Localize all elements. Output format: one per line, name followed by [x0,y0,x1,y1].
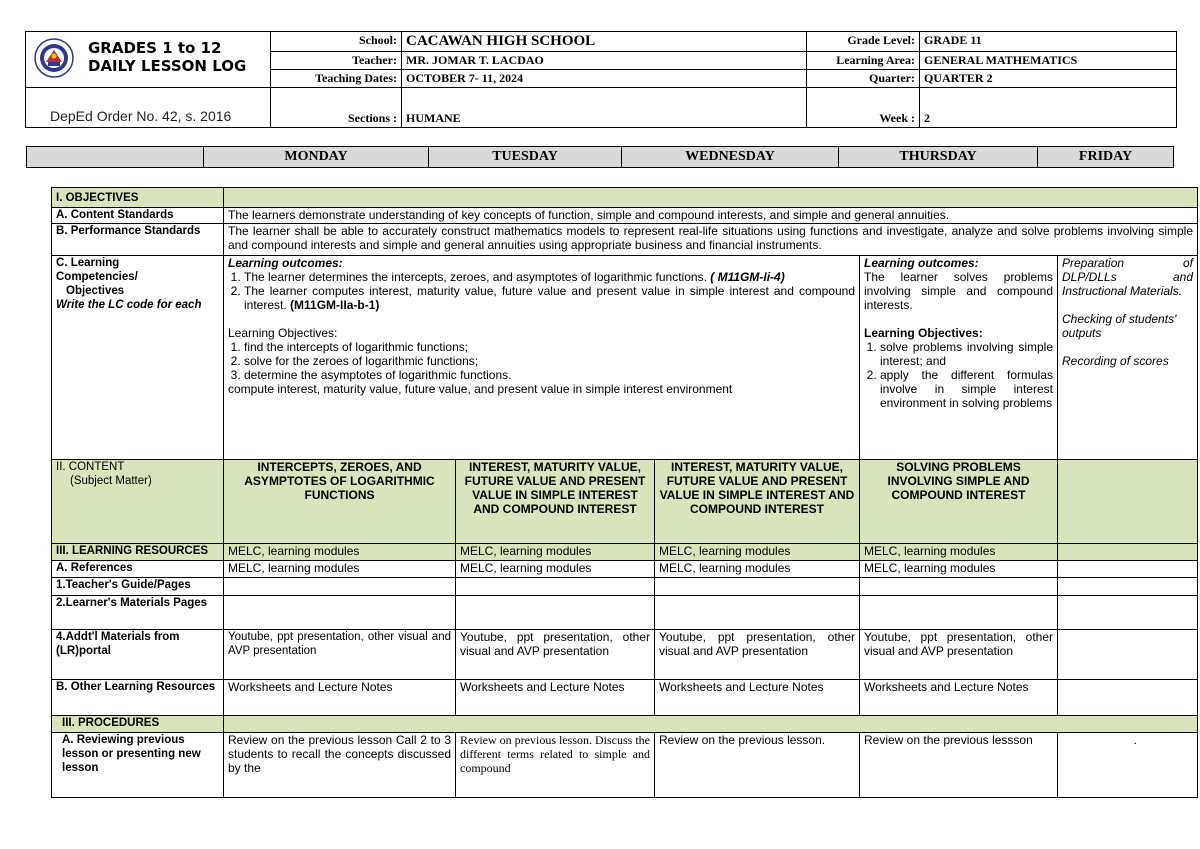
lo2-code: (M11GM-IIa-b-1) [290,298,380,312]
addtl-fri [1058,630,1198,680]
fri-competencies [1058,256,1198,460]
quarter-value: QUARTER 2 [920,70,1177,88]
lobj-item-1: 1. find the intercepts of logarithmic functions; [244,340,855,354]
lobj-item-4: compute interest, maturity value, future value, and present value in simple interest environment [228,382,733,396]
references-fri [1058,561,1198,578]
review-wednesday: Review on the previous lesson. [655,733,860,798]
procedures-fill [224,716,1198,733]
references-mon: MELC, learning modules [224,561,456,578]
mon-wed-competencies [224,256,860,460]
school-value: CACAWAN HIGH SCHOOL [402,32,807,52]
objectives-fill [224,188,1198,208]
other-resources-label: B. Other Learning Resources [52,680,224,716]
fri-item-2: Checking of students' outputs [1062,312,1177,340]
lesson-log-header [25,31,1177,128]
deped-seal-icon [34,38,74,78]
objectives-label: I. OBJECTIVES [52,188,224,208]
references-label: A. References [52,561,224,578]
thu-lo: The learner solves problems involving simple and compound interests. [864,270,1053,312]
resources-label: III. LEARNING RESOURCES [52,544,224,561]
teacher-label: Teacher: [271,52,402,70]
content-label-1: II. CONTENT [56,461,125,473]
content-wednesday: INTEREST, MATURITY VALUE, FUTURE VALUE AND PRESENT VALUE IN SIMPLE INTEREST AND COMPOUND INTEREST [655,460,860,544]
school-label: School: [271,32,402,52]
lobj-item-3: 3. determine the asymptotes of logarithmic functions. [244,368,855,382]
fri-item-3: Recording of scores [1062,354,1169,368]
lobj-heading: Learning Objectives: [228,326,338,340]
competencies-label [52,256,224,460]
content-thursday: SOLVING PROBLEMS INVOLVING SIMPLE AND COMPOUND INTEREST [860,460,1058,544]
lobj-item-2: 2. solve for the zeroes of logarithmic functions; [244,354,855,368]
review-label: A. Reviewing previous lesson or presenting new lesson [52,733,224,798]
resources-fri [1058,544,1198,561]
thu-obj-1: 1. solve problems involving simple interest; and [880,340,1053,368]
other-tue: Worksheets and Lecture Notes [456,680,655,716]
lm-wed [655,596,860,630]
references-tue: MELC, learning modules [456,561,655,578]
day-tuesday: TUESDAY [429,147,622,168]
references-thu: MELC, learning modules [860,561,1058,578]
quarter-label: Quarter: [807,70,920,88]
content-standards: The learners demonstrate understanding of key concepts of function, simple and compound interests, and simple and general annuities. [224,208,1198,224]
tg-thu [860,578,1058,596]
procedures-label: III. PROCEDURES [52,716,224,733]
resources-mon: MELC, learning modules [224,544,456,561]
title-cell [26,32,271,88]
lo-item-2: 2. The learner computes interest, maturity value, future value and present value in simple interest and compound interest. (M11GM-IIa-b-1) [244,284,855,312]
performance-standards: The learner shall be able to accurately construct mathematics models to represent real-life situations using functions and investigate, analyze and solve problems involving simple and compound interests and simple and general annuities using appropriate business and financial instruments. [224,224,1198,256]
teacher-value: MR. JOMAR T. LACDAO [402,52,807,70]
review-monday: Review on the previous lesson Call 2 to 3 students to recall the concepts discussed by the [224,733,456,798]
dates-value: OCTOBER 7- 11, 2024 [402,70,807,88]
content-label [52,460,224,544]
other-mon: Worksheets and Lecture Notes [224,680,456,716]
review-thursday: Review on the previous lessson [860,733,1058,798]
other-thu: Worksheets and Lecture Notes [860,680,1058,716]
sections-value: HUMANE [402,88,807,128]
thu-competencies [860,256,1058,460]
addtl-mon: Youtube, ppt presentation, other visual and AVP presentation [224,630,456,680]
addtl-thu: Youtube, ppt presentation, other visual and AVP presentation [860,630,1058,680]
addtl-materials-label: 4.Addt'l Materials from (LR)portal [52,630,224,680]
resources-wed: MELC, learning modules [655,544,860,561]
resources-thu: MELC, learning modules [860,544,1058,561]
day-thursday: THURSDAY [839,147,1038,168]
lc-label-3: Objectives [66,285,125,297]
lm-mon [224,596,456,630]
day-monday: MONDAY [204,147,429,168]
tg-mon [224,578,456,596]
lc-label-4: Write the LC code for each [56,299,202,311]
week-value: 2 [920,88,1177,128]
fri-item-1: Preparation of DLP/DLLs and Instructional Materials. [1062,256,1193,298]
sections-label: Sections : [271,88,402,128]
day-wednesday: WEDNESDAY [622,147,839,168]
lm-thu [860,596,1058,630]
performance-label: B. Performance Standards [52,224,224,256]
lo-item-1: 1. The learner determines the intercepts, zeroes, and asymptotes of logarithmic functions. ( M11GM-Ii-4) [244,270,855,284]
lm-tue [456,596,655,630]
order-cell [26,88,271,128]
title-line1: GRADES 1 to 12 [88,39,222,57]
days-blank [27,147,204,168]
days-header [26,146,1174,168]
thu-lo-heading: Learning outcomes: [864,256,979,270]
tg-tue [456,578,655,596]
thu-obj-2: 2. apply the different formulas involve in simple interest environment in solving problems [880,368,1053,410]
deped-order: DepEd Order No. 42, s. 2016 [50,108,232,124]
tg-wed [655,578,860,596]
week-label: Week : [807,88,920,128]
teachers-guide-label: 1.Teacher's Guide/Pages [52,578,224,596]
other-wed: Worksheets and Lecture Notes [655,680,860,716]
day-friday: FRIDAY [1038,147,1174,168]
area-label: Learning Area: [807,52,920,70]
dates-label: Teaching Dates: [271,70,402,88]
addtl-wed: Youtube, ppt presentation, other visual and AVP presentation [655,630,860,680]
tg-fri [1058,578,1198,596]
other-fri [1058,680,1198,716]
lo-heading: Learning outcomes: [228,256,343,270]
content-friday [1058,460,1198,544]
addtl-tue: Youtube, ppt presentation, other visual and AVP presentation [456,630,655,680]
content-tuesday: INTEREST, MATURITY VALUE, FUTURE VALUE AND PRESENT VALUE IN SIMPLE INTEREST AND COMPOUND INTEREST [456,460,655,544]
content-standards-label: A. Content Standards [52,208,224,224]
grade-label: Grade Level: [807,32,920,52]
area-value: GENERAL MATHEMATICS [920,52,1177,70]
grade-value: GRADE 11 [920,32,1177,52]
review-friday: . [1058,733,1198,798]
lm-fri [1058,596,1198,630]
review-tuesday: Review on previous lesson. Discuss the different terms related to simple and compound [456,733,655,798]
lo1-code: ( M11GM-Ii-4) [710,270,785,284]
content-monday: INTERCEPTS, ZEROES, AND ASYMPTOTES OF LOGARITHMIC FUNCTIONS [224,460,456,544]
resources-tue: MELC, learning modules [456,544,655,561]
content-label-2: (Subject Matter) [70,475,152,487]
learners-materials-label: 2.Learner's Materials Pages [52,596,224,630]
lesson-table [51,187,1198,798]
references-wed: MELC, learning modules [655,561,860,578]
lc-label-2: Competencies/ [56,271,138,283]
thu-obj-heading: Learning Objectives: [864,326,983,340]
title-line2: DAILY LESSON LOG [88,57,247,75]
lc-label-1: C. Learning [56,257,120,269]
